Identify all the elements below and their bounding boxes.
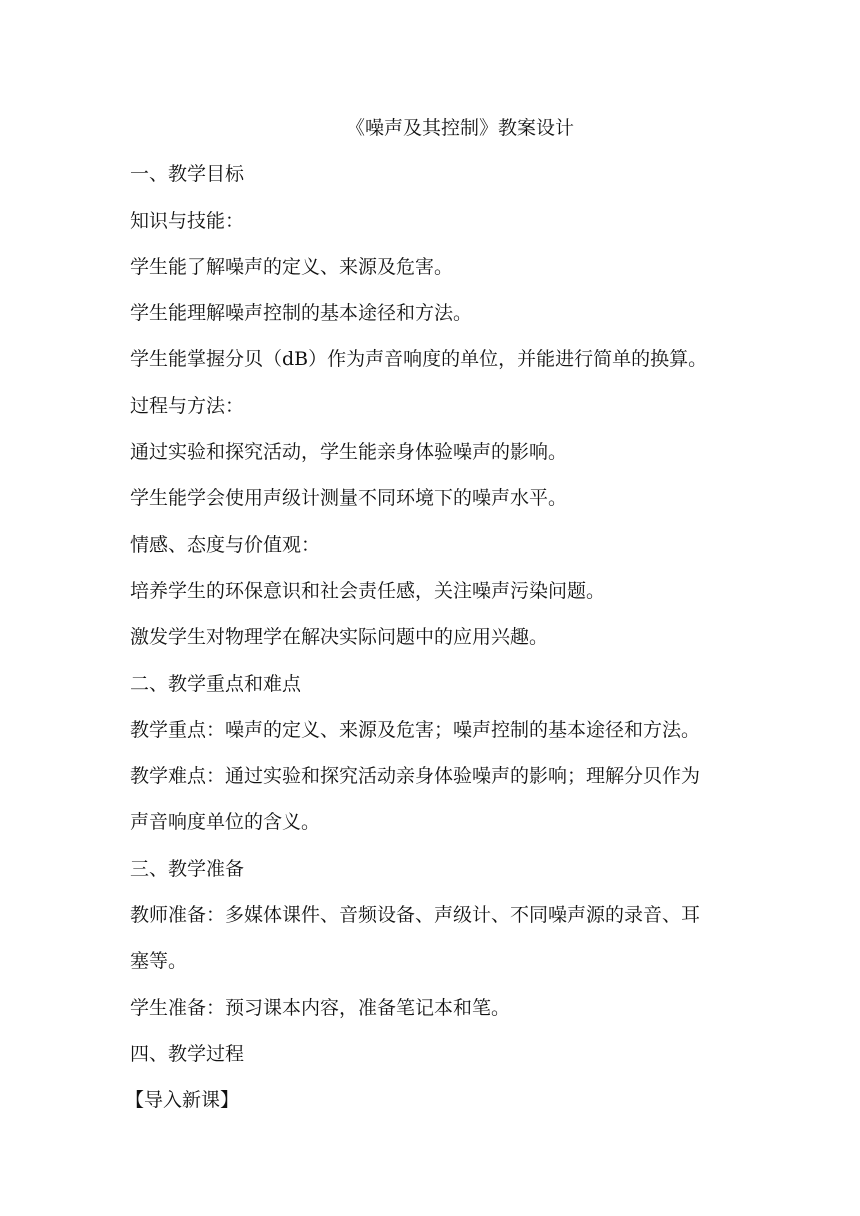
paragraph-line: 通过实验和探究活动，学生能亲身体验噪声的影响。 — [130, 441, 568, 464]
subheading-knowledge-skills: 知识与技能： — [130, 209, 245, 232]
subheading-introduction: 【导入新课】 — [125, 1089, 240, 1112]
paragraph-line: 学生能理解噪声控制的基本途径和方法。 — [130, 302, 473, 325]
document-body — [125, 111, 740, 1130]
section-heading-key-points: 二、教学重点和难点 — [130, 672, 302, 695]
document-title: 《噪声及其控制》教案设计 — [345, 117, 574, 139]
paragraph-line: 激发学生对物理学在解决实际问题中的应用兴趣。 — [130, 626, 549, 649]
paragraph-line: 培养学生的环保意识和社会责任感，关注噪声污染问题。 — [130, 579, 606, 602]
section-heading-process: 四、教学过程 — [130, 1042, 245, 1065]
paragraph-line: 教学难点：通过实验和探究活动亲身体验噪声的影响；理解分贝作为 — [130, 765, 701, 788]
paragraph-line: 学生能学会使用声级计测量不同环境下的噪声水平。 — [130, 487, 568, 510]
paragraph-line-continued: 塞等。 — [130, 950, 188, 973]
paragraph-line-continued: 声音响度单位的含义。 — [130, 811, 321, 834]
paragraph-line: 学生准备：预习课本内容，准备笔记本和笔。 — [130, 996, 511, 1019]
paragraph-line: 教师准备：多媒体课件、音频设备、声级计、不同噪声源的录音、耳 — [130, 904, 701, 927]
paragraph-line: 教学重点：噪声的定义、来源及危害；噪声控制的基本途径和方法。 — [130, 718, 701, 741]
section-heading-objectives: 一、教学目标 — [130, 163, 245, 186]
subheading-values: 情感、态度与价值观： — [130, 533, 321, 556]
paragraph-line: 学生能了解噪声的定义、来源及危害。 — [130, 255, 454, 278]
paragraph-line: 学生能掌握分贝（dB）作为声音响度的单位，并能进行简单的换算。 — [130, 348, 708, 371]
section-heading-preparation: 三、教学准备 — [130, 857, 245, 880]
subheading-process-methods: 过程与方法： — [130, 394, 245, 417]
